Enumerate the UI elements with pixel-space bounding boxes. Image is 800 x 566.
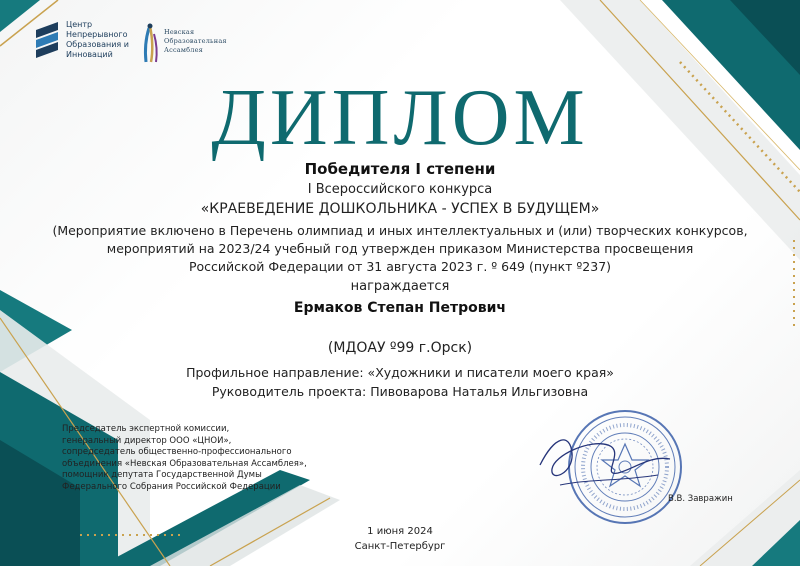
cno-logo-icon: [36, 22, 62, 58]
corner-stroke-top-left: [0, 0, 40, 32]
cno-logo-text: Центр Непрерывного Образования и Инноваций: [66, 20, 129, 59]
project-lead: Руководитель проекта: Пивоварова Наталья Ильгизовна: [211, 384, 589, 399]
degree-text: Победителя I степени: [304, 160, 496, 178]
handwritten-signature: [530, 425, 680, 495]
competition-name: «КРАЕВЕДЕНИЕ ДОШКОЛЬНИКА - УСПЕХ В БУДУЩЕМ»: [200, 201, 600, 217]
awarded-label: награждается: [350, 279, 450, 294]
cno-logo: [36, 20, 136, 66]
noa-logo: [140, 22, 260, 66]
profile-direction: Профильное направление: «Художники и писатели моего края»: [186, 365, 614, 380]
note-line-3: Российской Федерации от 31 августа 2023 г. º 649 (пункт º237): [188, 259, 612, 274]
issue-date: 1 июня 2024: [367, 526, 433, 537]
recipient-name: Ермаков Степан Петрович: [293, 300, 507, 316]
issue-city: Санкт-Петербург: [354, 541, 446, 552]
signatory-name: В.В. Завражин: [668, 494, 733, 504]
organization: (МДОАУ º99 г.Орск): [327, 340, 473, 356]
noa-logo-text: Невская Образовательная Ассамблея: [164, 28, 227, 54]
competition-line-1: I Всероссийского конкурса: [307, 182, 493, 197]
note-line-2: мероприятий на 2023/24 учебный год утвержден приказом Министерства просвещения: [106, 241, 694, 256]
signatory-title: Председатель экспертной комиссии, генеральный директор ООО «ЦНОИ», сопредседатель общественно-профессионального объединения «Невская Образовательная Ассамблея», помощник депутата Государственной Думы Федерального Собрания Российской Федерации: [62, 424, 307, 492]
diploma-title: ДИПЛОМ: [211, 74, 589, 162]
note-line-1: (Мероприятие включено в Перечень олимпиад и иных интеллектуальных и (или) творческих конкурсов,: [52, 223, 748, 238]
noa-logo-icon: [140, 22, 162, 64]
